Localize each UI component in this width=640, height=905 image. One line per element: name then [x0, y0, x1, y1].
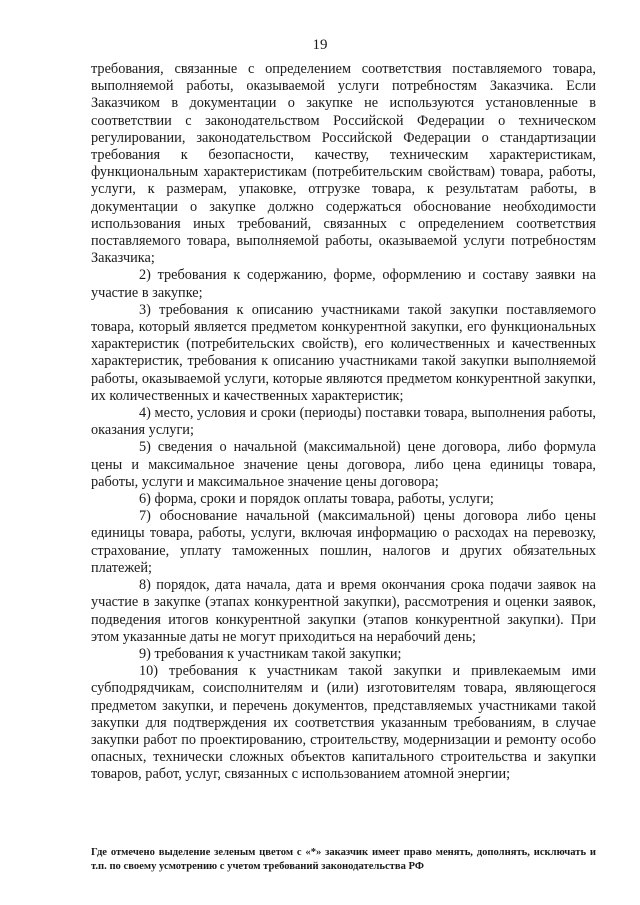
list-item-3: 3) требования к описанию участниками такой закупки поставляемого товара, который является предметом конкурентной закупки, его функциональных характеристик (потребительских свойств), его количественных и качественных характеристик, требования к описанию участниками такой закупки выполняемой работы, оказываемой услуги, которые являются предметом конкурентной закупки, их количественных и качественных характеристик;: [91, 301, 596, 404]
footnote: Где отмечено выделение зеленым цветом с «*» заказчик имеет право менять, дополнять, исключать и т.п. по своему усмотрению с учетом требований законодательства РФ: [91, 847, 596, 872]
list-item-5: 5) сведения о начальной (максимальной) цене договора, либо формула цены и максимальное значение цены договора, либо цена единицы товара, работы, услуги и максимальное значение цены договора;: [91, 439, 596, 490]
list-item-8: 8) порядок, дата начала, дата и время окончания срока подачи заявок на участие в закупке (этапах конкурентной закупки), рассмотрения и оценки заявок, подведения итогов конкурентной закупки (этапов конкурентной закупки). При этом указанные даты не могут приходиться на нерабочий день;: [91, 577, 596, 645]
body-text: [91, 61, 596, 784]
page-number: 19: [312, 37, 328, 53]
list-item-4: 4) место, условия и сроки (периоды) поставки товара, выполнения работы, оказания услуги;: [91, 405, 596, 439]
list-item-10: 10) требования к участникам такой закупки и привлекаемым ими субподрядчикам, соисполнителям и (или) изготовителям товара, являющегося предметом закупки, и перечень документов, представляемых участниками такой закупки для подтверждения их соответствия указанным требованиям, в случае закупки работ по проектированию, строительству, модернизации и ремонту особо опасных, технически сложных объектов капитального строительства и закупки товаров, работ, услуг, связанных с использованием атомной энергии;: [91, 663, 596, 783]
list-item-6: 6) форма, сроки и порядок оплаты товара, работы, услуги;: [139, 491, 494, 508]
list-item-7: 7) обоснование начальной (максимальной) цены договора либо цены единицы товара, работы, услуги, включая информацию о расходах на перевозку, страхование, уплату таможенных пошлин, налогов и других обязательных платежей;: [91, 508, 596, 576]
list-item-2: 2) требования к содержанию, форме, оформлению и составу заявки на участие в закупке;: [91, 267, 596, 301]
paragraph-continuation: требования, связанные с определением соответствия поставляемого товара, выполняемой работы, оказываемой услуги потребностям Заказчика. Если Заказчиком в документации о закупке не используются установленные в соответствии с законодательством Российской Федерации о техническом регулировании, законодательством Российской Федерации о стандартизации требования к безопасности, качеству, техническим характеристикам, функциональным характеристикам (потребительским свойствам) товара, работы, услуги, к размерам, упаковке, отгрузке товара, к результатам работы, в документации о закупке должно содержаться обоснование необходимости использования иных требований, связанных с определением соответствия поставляемого товара, выполняемой работы, оказываемой услуги потребностям Заказчика;: [91, 61, 596, 267]
list-item-9: 9) требования к участникам такой закупки;: [139, 645, 402, 662]
